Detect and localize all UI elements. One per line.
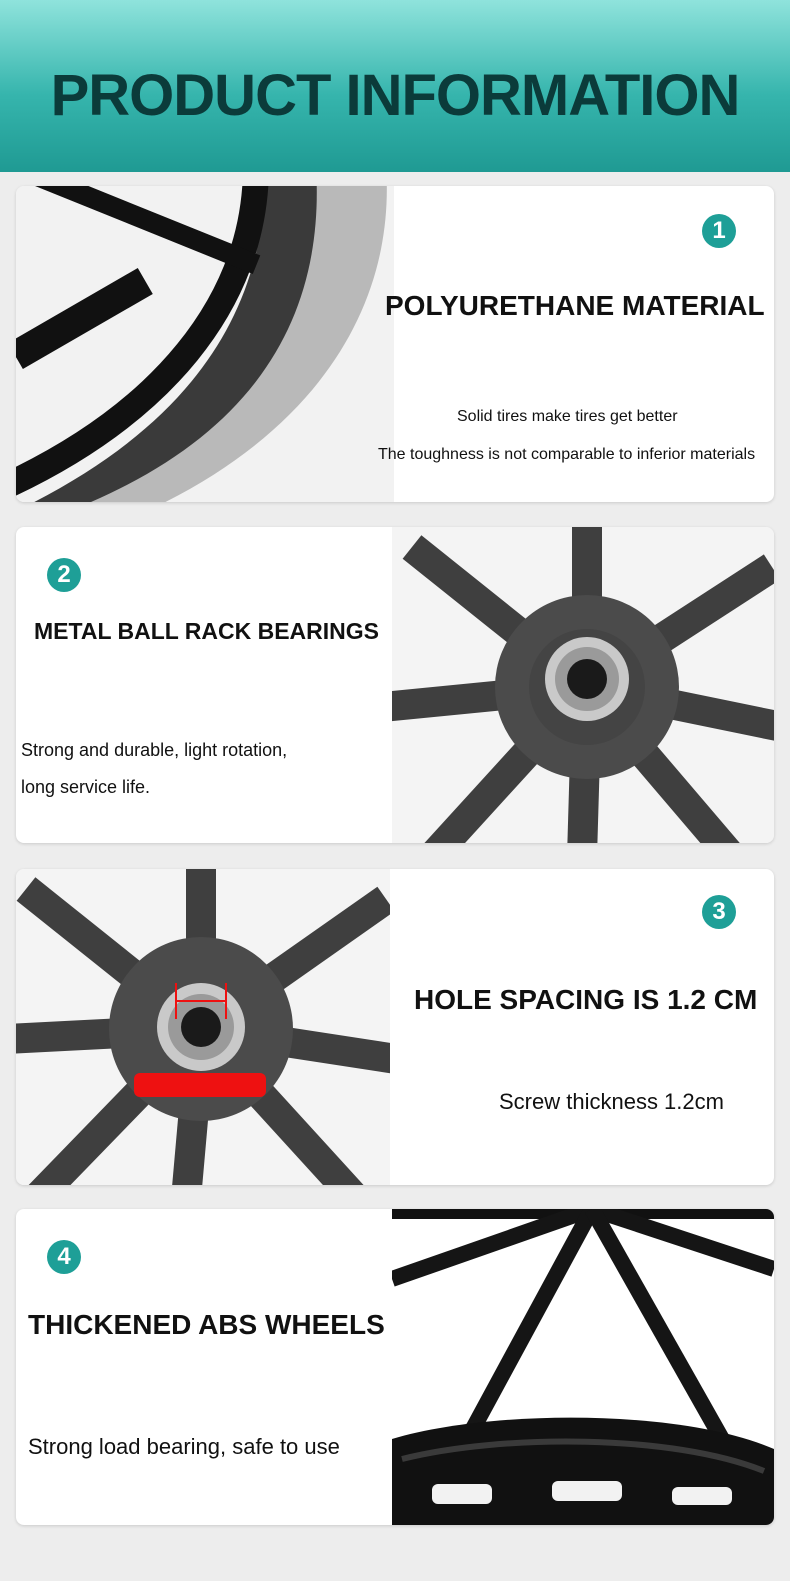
tire-tread-photo	[16, 186, 394, 502]
section-title-4: THICKENED ABS WHEELS	[28, 1309, 385, 1340]
section-desc-1-line-2: The toughness is not comparable to inferior materials	[378, 446, 756, 463]
section-title-2: METAL BALL RACK BEARINGS	[34, 618, 379, 644]
section-title-1: POLYURETHANE MATERIAL	[385, 290, 765, 321]
bearing-hub-photo	[392, 527, 774, 843]
section-desc-2-line-1: Strong and durable, light rotation,	[21, 740, 288, 760]
feature-card-3	[16, 869, 774, 1185]
number-badge-1: 1	[702, 214, 736, 248]
feature-card-2	[16, 527, 774, 843]
section-desc-4-line-1: Strong load bearing, safe to use	[28, 1434, 340, 1459]
number-badge-2: 2	[47, 558, 81, 592]
section-desc-1-line-1: Solid tires make tires get better	[457, 408, 678, 425]
abs-wheel-photo	[392, 1209, 774, 1525]
thickness-marker	[134, 1073, 266, 1097]
number-badge-4: 4	[47, 1240, 81, 1274]
hole-spacing-photo	[16, 869, 390, 1185]
section-title-3: HOLE SPACING IS 1.2 CM	[414, 984, 758, 1015]
page-title: PRODUCT INFORMATION	[50, 63, 740, 128]
feature-card-1	[16, 186, 774, 502]
section-desc-3-line-1: Screw thickness 1.2cm	[499, 1089, 724, 1114]
number-badge-3: 3	[702, 895, 736, 929]
feature-card-4	[16, 1209, 774, 1525]
section-desc-2-line-2: long service life.	[21, 777, 151, 797]
header-banner	[0, 0, 790, 172]
